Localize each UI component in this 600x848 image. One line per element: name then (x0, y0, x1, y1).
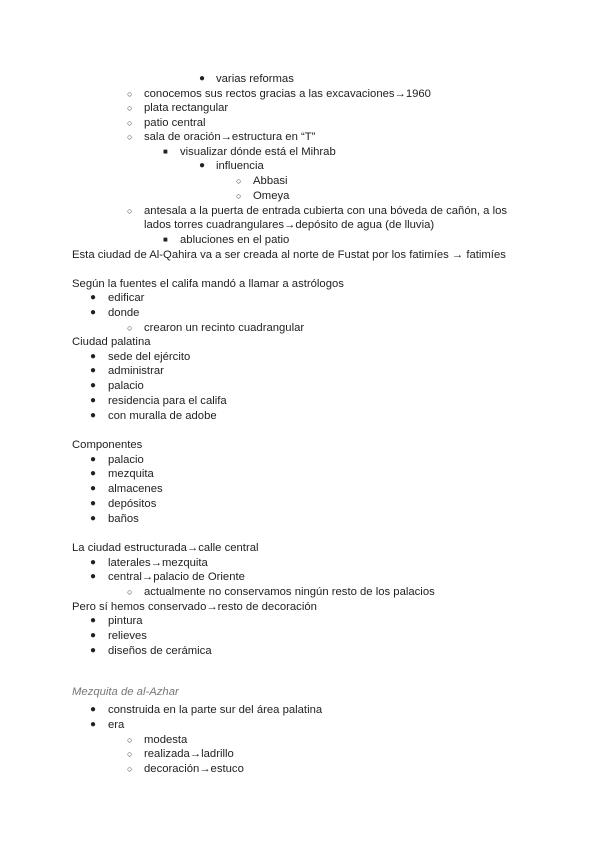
bullet-disc: ● (90, 615, 97, 626)
bullet-disc: ● (90, 292, 97, 303)
text-line: palacio (108, 380, 144, 392)
bullet-circle: ○ (127, 206, 133, 216)
text-line: Componentes (72, 439, 143, 451)
text-line: antesala a la puerta de entrada cubierta con una bóveda de cañón, a los (144, 205, 508, 217)
text-line: sede del ejército (108, 351, 191, 363)
bullet-disc: ● (199, 160, 206, 171)
text-line: Abbasi (253, 175, 288, 187)
text-line: lados torres cuadrangulares→depósito de agua (de lluvia) (144, 219, 435, 231)
bullet-disc: ● (90, 410, 97, 421)
bullet-disc: ● (90, 513, 97, 524)
bullet-circle: ○ (127, 749, 133, 759)
text-line: crearon un recinto cuadrangular (144, 322, 305, 334)
bullet-circle: ○ (127, 103, 133, 113)
text-line: depósitos (108, 498, 157, 510)
text-line: Según la fuentes el califa mandó a llamar a astrólogos (72, 278, 344, 290)
text-line: varias reformas (216, 73, 294, 85)
text-line: relieves (108, 630, 147, 642)
bullet-disc: ● (90, 454, 97, 465)
text-line: almacenes (108, 483, 163, 495)
text-line: Pero sí hemos conservado→resto de decoración (72, 601, 317, 613)
bullet-disc: ● (90, 704, 97, 715)
bullet-circle: ○ (236, 191, 242, 201)
bullet-disc: ● (90, 557, 97, 568)
bullet-circle: ○ (127, 764, 133, 774)
text-line: palacio (108, 454, 144, 466)
bullet-disc: ● (90, 351, 97, 362)
bullet-disc: ● (90, 468, 97, 479)
bullet-circle: ○ (236, 176, 242, 186)
bullet-disc: ● (90, 571, 97, 582)
text-line: sala de oración→estructura en “T” (144, 131, 316, 143)
text-line: conocemos sus rectos gracias a las excavaciones→1960 (144, 88, 431, 100)
bullet-disc: ● (90, 395, 97, 406)
text-line: administrar (108, 365, 164, 377)
section-heading: Mezquita de al-Azhar (72, 686, 179, 698)
bullet-circle: ○ (127, 89, 133, 99)
bullet-square: ■ (163, 147, 168, 156)
text-line: central→palacio de Oriente (108, 571, 245, 583)
text-line: La ciudad estructurada→calle central (72, 542, 259, 554)
text-line: actualmente no conservamos ningún resto de los palacios (144, 586, 435, 598)
bullet-disc: ● (199, 73, 206, 84)
text-line: donde (108, 307, 140, 319)
text-line: con muralla de adobe (108, 410, 217, 422)
text-line: residencia para el califa (108, 395, 227, 407)
bullet-circle: ○ (127, 735, 133, 745)
text-line: baños (108, 513, 139, 525)
bullet-disc: ● (90, 365, 97, 376)
bullet-square: ■ (163, 235, 168, 244)
text-line: mezquita (108, 468, 154, 480)
bullet-disc: ● (90, 719, 97, 730)
bullet-circle: ○ (127, 323, 133, 333)
text-line: plata rectangular (144, 102, 229, 114)
text-line: Esta ciudad de Al-Qahira va a ser creada al norte de Fustat por los fatimíes → fatimíes (72, 249, 506, 261)
text-line: diseños de cerámica (108, 645, 212, 657)
bullet-disc: ● (90, 380, 97, 391)
text-line: realizada→ladrillo (144, 748, 234, 760)
text-line: patio central (144, 117, 206, 129)
bullet-circle: ○ (127, 132, 133, 142)
text-line: influencia (216, 160, 264, 172)
bullet-disc: ● (90, 483, 97, 494)
bullet-circle: ○ (127, 587, 133, 597)
bullet-disc: ● (90, 630, 97, 641)
text-line: Ciudad palatina (72, 336, 151, 348)
bullet-disc: ● (90, 645, 97, 656)
text-line: era (108, 719, 125, 731)
text-line: modesta (144, 734, 188, 746)
text-line: Omeya (253, 190, 290, 202)
text-line: decoración→estuco (144, 763, 244, 775)
text-line: pintura (108, 615, 143, 627)
text-line: visualizar dónde está el Mihrab (180, 146, 336, 158)
bullet-circle: ○ (127, 118, 133, 128)
bullet-disc: ● (90, 498, 97, 509)
text-line: laterales→mezquita (108, 557, 208, 569)
text-line: abluciones en el patio (180, 234, 290, 246)
bullet-disc: ● (90, 307, 97, 318)
text-line: edificar (108, 292, 145, 304)
text-line: construida en la parte sur del área palatina (108, 704, 323, 716)
